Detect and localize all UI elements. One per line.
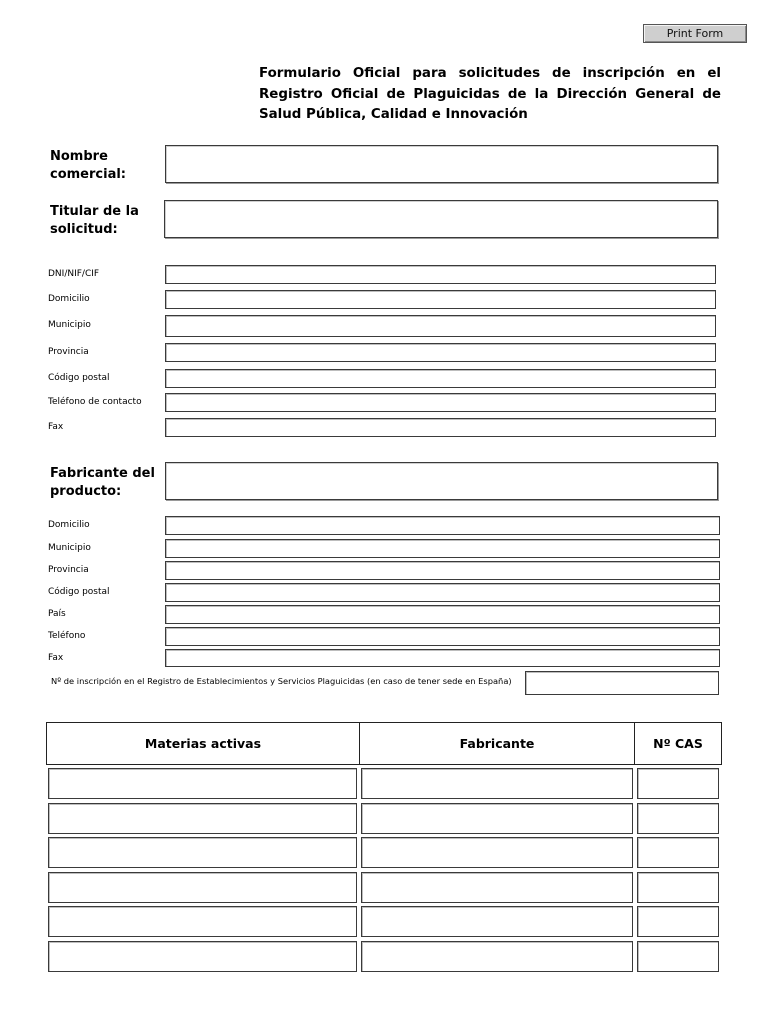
titular-municipio-input[interactable] <box>165 315 716 337</box>
materia-activa-input[interactable] <box>48 837 357 868</box>
materia-activa-input[interactable] <box>48 768 357 799</box>
telefono-contacto-input[interactable] <box>165 393 716 412</box>
fabricante-input[interactable] <box>165 462 718 500</box>
cas-header: Nº CAS <box>653 736 703 751</box>
fabricante-telefono-label: Teléfono <box>48 631 86 641</box>
cas-input[interactable] <box>637 872 719 903</box>
titular-codigo-postal-label: Código postal <box>48 373 110 383</box>
fabricante-header: Fabricante <box>360 723 635 764</box>
titular-provincia-label: Provincia <box>48 347 89 357</box>
fabricante-codigo-postal-input[interactable] <box>165 583 720 602</box>
fabricante-row-input[interactable] <box>361 941 633 972</box>
registro-label: Nº de inscripción en el Registro de Establecimientos y Servicios Plaguicidas (en caso de tener sede en España) <box>51 676 512 686</box>
titular-fax-input[interactable] <box>165 418 716 437</box>
fabricante-row-input[interactable] <box>361 906 633 937</box>
materia-activa-input[interactable] <box>48 941 357 972</box>
fabricante-municipio-label: Municipio <box>48 543 91 553</box>
materia-activa-input[interactable] <box>48 872 357 903</box>
fabricante-municipio-input[interactable] <box>165 539 720 558</box>
cas-input[interactable] <box>637 837 719 868</box>
materia-activa-input[interactable] <box>48 906 357 937</box>
materias-activas-header: Materias activas <box>47 723 360 764</box>
dni-input[interactable] <box>165 265 716 284</box>
pais-input[interactable] <box>165 605 720 624</box>
titular-input[interactable] <box>164 200 718 238</box>
cas-input[interactable] <box>637 803 719 834</box>
fabricante-row-input[interactable] <box>361 837 633 868</box>
cas-input[interactable] <box>637 768 719 799</box>
dni-label: DNI/NIF/CIF <box>48 269 100 279</box>
table-header <box>46 722 722 765</box>
titular-municipio-label: Municipio <box>48 320 91 330</box>
fabricante-codigo-postal-label: Código postal <box>48 587 110 597</box>
titular-label: Titular de la solicitud: <box>50 204 139 237</box>
cas-input[interactable] <box>637 906 719 937</box>
print-form-button[interactable]: Print Form <box>643 24 747 43</box>
titular-provincia-input[interactable] <box>165 343 716 362</box>
cas-input[interactable] <box>637 941 719 972</box>
fabricante-fax-label: Fax <box>48 653 64 663</box>
fabricante-domicilio-input[interactable] <box>165 516 720 535</box>
fabricante-row-input[interactable] <box>361 803 633 834</box>
fabricante-provincia-label: Provincia <box>48 565 89 575</box>
fabricante-label: Fabricante del producto: <box>50 466 155 499</box>
nombre-comercial-label: Nombre comercial: <box>50 149 127 182</box>
titular-domicilio-label: Domicilio <box>48 294 90 304</box>
titular-fax-label: Fax <box>48 422 64 432</box>
fabricante-telefono-input[interactable] <box>165 627 720 646</box>
form-title: Formulario Oficial para solicitudes de inscripción en el Registro Oficial de Plaguicidas de la Dirección General de Salud Pública, Calidad e Innovación <box>259 66 721 122</box>
fabricante-fax-input[interactable] <box>165 649 720 667</box>
registro-input[interactable] <box>525 671 719 695</box>
materia-activa-input[interactable] <box>48 803 357 834</box>
titular-domicilio-input[interactable] <box>165 290 716 309</box>
titular-codigo-postal-input[interactable] <box>165 369 716 388</box>
pais-label: País <box>48 609 66 619</box>
telefono-contacto-label: Teléfono de contacto <box>48 397 142 407</box>
fabricante-provincia-input[interactable] <box>165 561 720 580</box>
fabricante-row-input[interactable] <box>361 872 633 903</box>
fabricante-domicilio-label: Domicilio <box>48 520 90 530</box>
fabricante-row-input[interactable] <box>361 768 633 799</box>
nombre-comercial-input[interactable] <box>165 145 718 183</box>
